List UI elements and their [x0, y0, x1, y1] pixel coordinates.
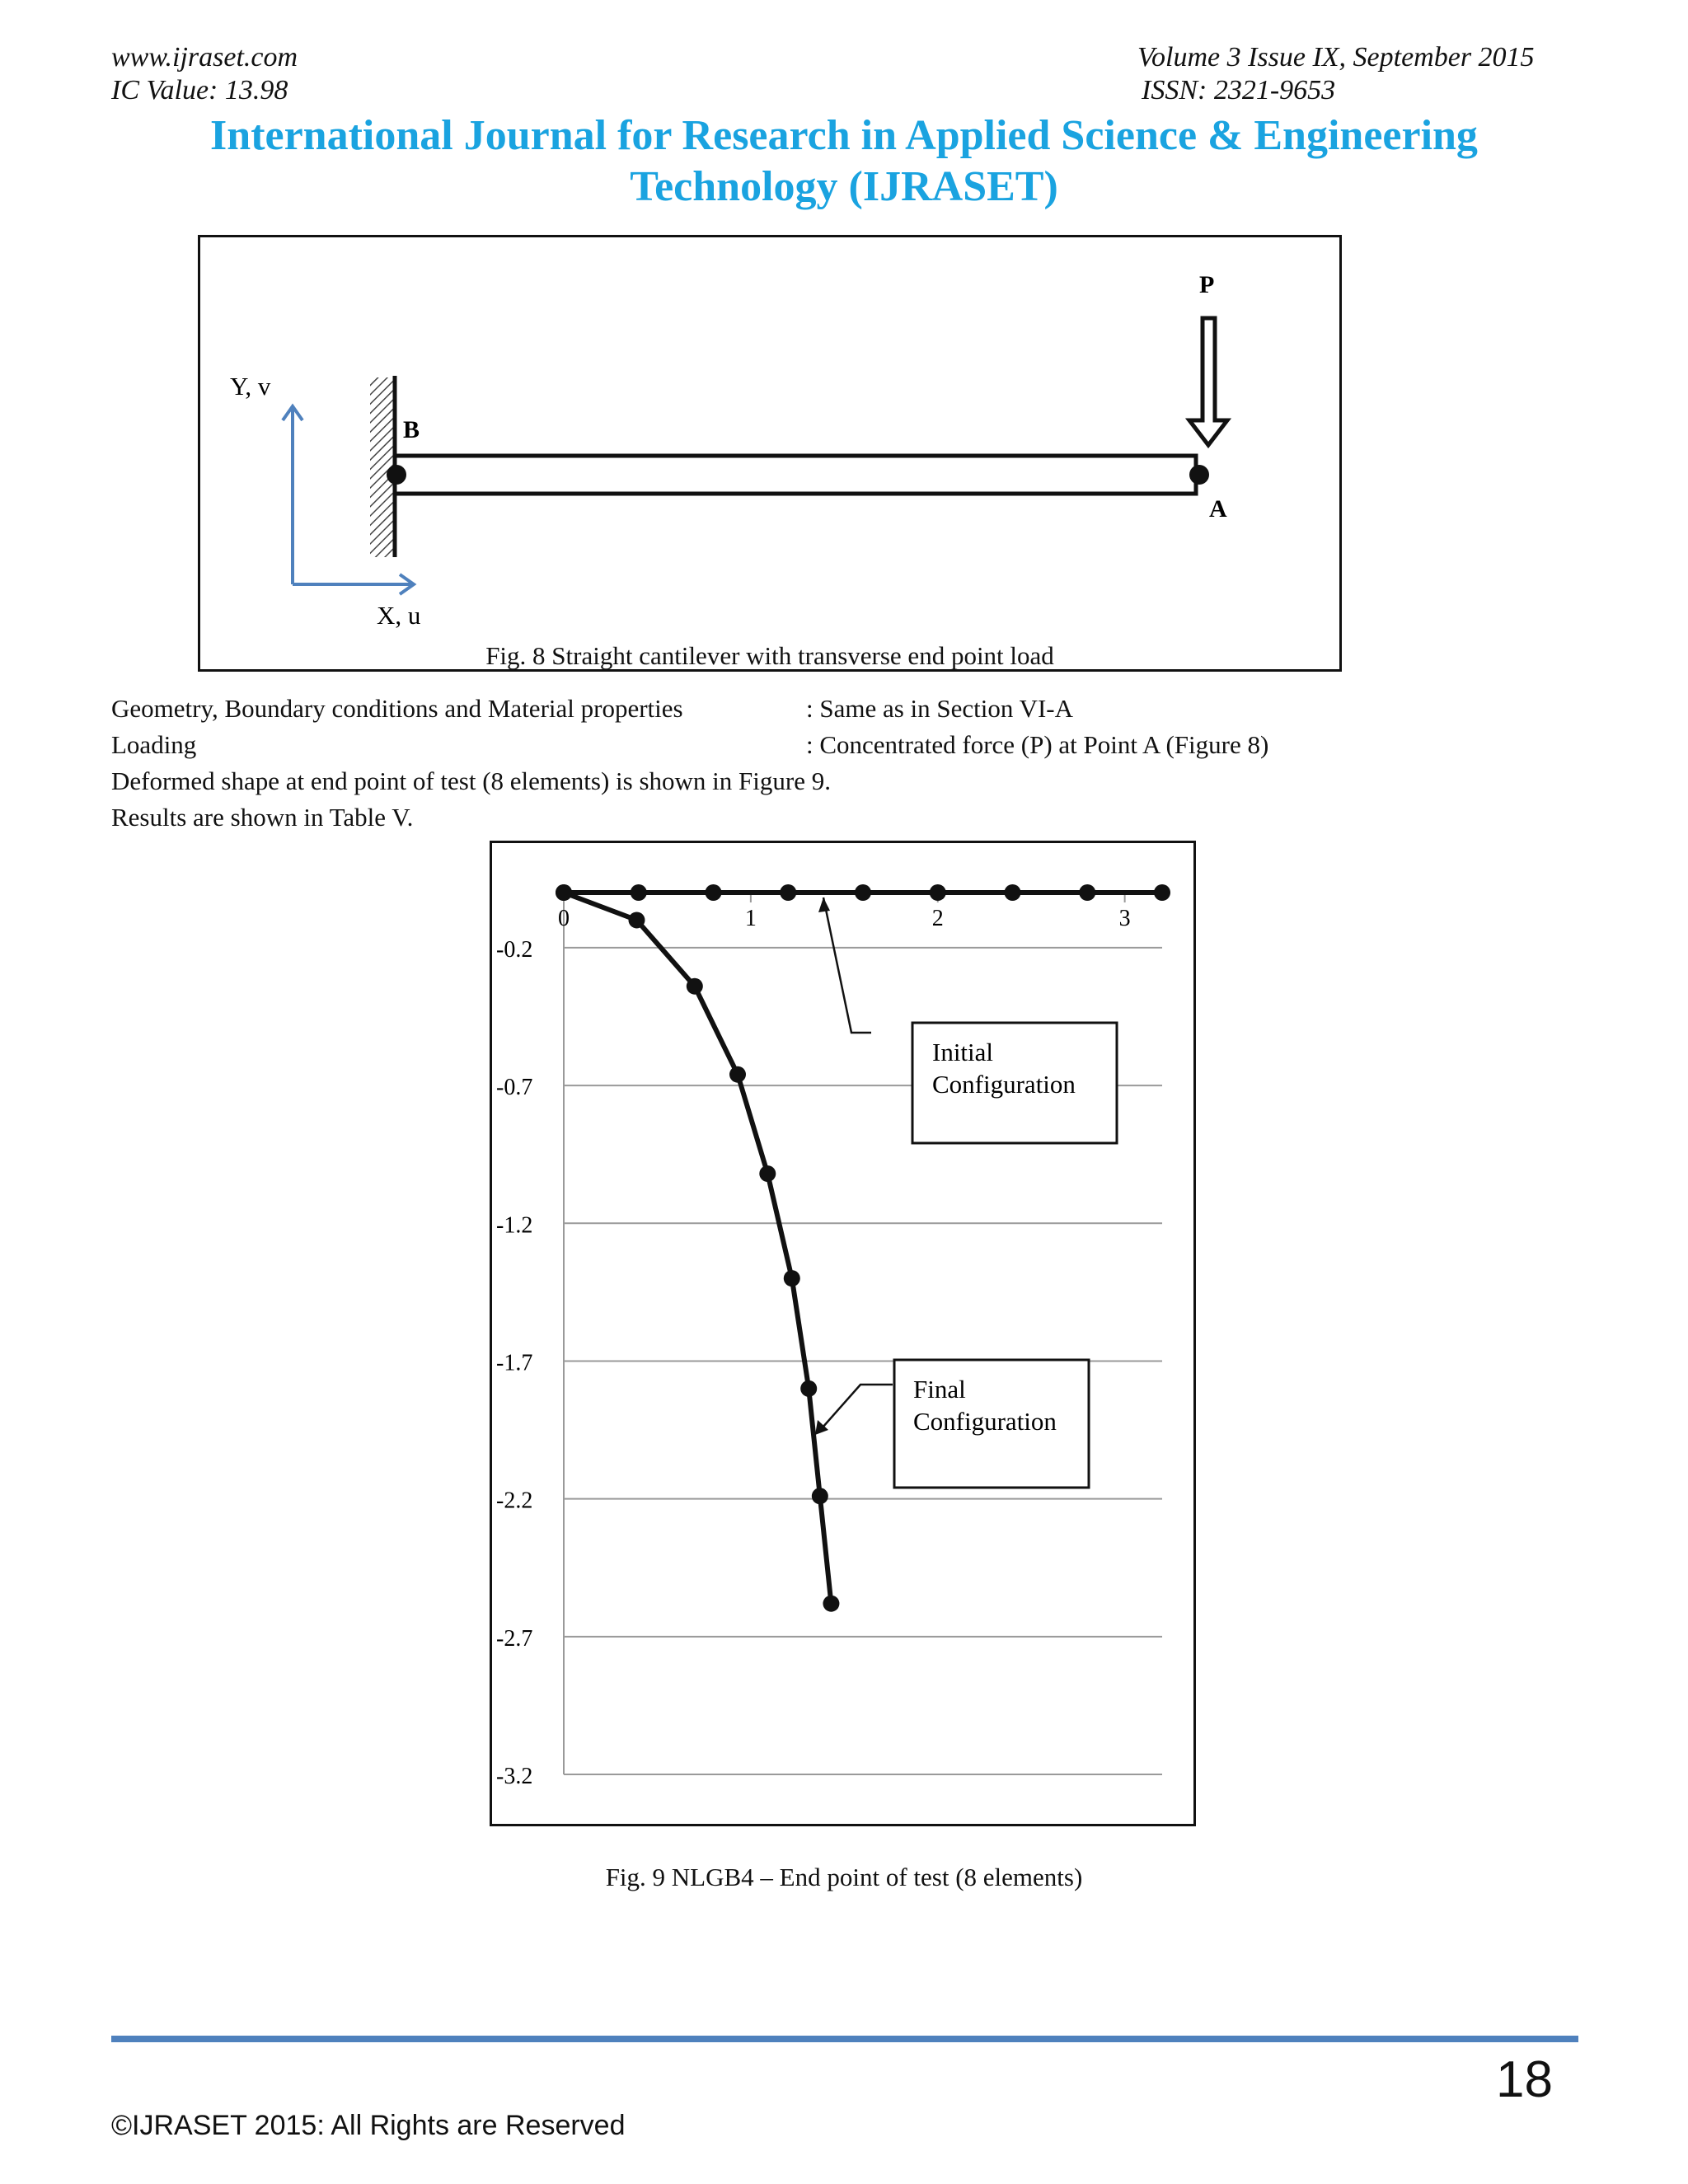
cantilever-diagram: [200, 237, 1339, 669]
journal-title-line2: Technology (IJRASET): [630, 163, 1058, 210]
initial-label-line2: Configuration: [932, 1070, 1076, 1099]
copyright-text: ©IJRASET 2015: All Rights are Reserved: [111, 2110, 626, 2141]
data-point: [631, 884, 647, 901]
data-point: [729, 1066, 746, 1083]
point-a-label: A: [1209, 495, 1227, 523]
data-point: [628, 912, 645, 928]
figure-8-caption: Fig. 8 Straight cantilever with transverse end point load: [485, 641, 1054, 670]
figure-9-frame: [490, 841, 1196, 1826]
initial-callout-arrowhead-icon: [818, 898, 830, 912]
loading-value: : Concentrated force (P) at Point A (Figure 8): [806, 730, 1269, 759]
point-b-label: B: [403, 416, 420, 443]
data-point: [812, 1488, 828, 1504]
series-layer: [556, 884, 1170, 1612]
y-tick-label: -0.2: [496, 936, 533, 963]
data-point: [1154, 884, 1170, 901]
load-arrow-icon: [1189, 318, 1227, 445]
y-axis-label: Y, v: [230, 372, 271, 401]
page-number: 18: [1496, 2051, 1553, 2108]
data-point: [930, 884, 946, 901]
figure-8-frame: [198, 235, 1342, 672]
series-line-1: [564, 893, 831, 1604]
ic-value-text: IC Value: 13.98: [111, 75, 288, 105]
data-point: [1079, 884, 1095, 901]
x-axis-label: X, u: [377, 601, 421, 630]
data-point: [784, 1270, 800, 1286]
data-point: [1005, 884, 1021, 901]
y-tick-label: -1.2: [496, 1212, 533, 1239]
volume-text: Volume 3 Issue IX, September 2015: [1137, 42, 1535, 73]
point-b-node: [387, 465, 406, 485]
issn-text: ISSN: 2321-9653: [1142, 75, 1336, 105]
x-tick-label: 0: [558, 906, 570, 931]
deformed-shape-chart: [492, 843, 1193, 1824]
point-a-node: [1189, 465, 1209, 485]
final-label-line2: Configuration: [913, 1407, 1057, 1436]
data-point: [855, 884, 871, 901]
loading-label: Loading: [111, 730, 197, 759]
data-point: [800, 1380, 817, 1397]
journal-title-line1: International Journal for Research in Applied Science & Engineering: [210, 112, 1478, 159]
final-callout-line: [823, 1385, 893, 1427]
y-tick-label: -2.7: [496, 1625, 533, 1652]
y-tick-label: -1.7: [496, 1350, 533, 1376]
deformed-shape-text: Deformed shape at end point of test (8 elements) is shown in Figure 9.: [111, 766, 831, 795]
data-point: [687, 978, 703, 995]
initial-label-line1: Initial: [932, 1038, 994, 1066]
initial-callout-line: [823, 898, 871, 1033]
beam: [395, 456, 1196, 494]
data-point: [823, 1596, 839, 1612]
final-label-line1: Final: [913, 1375, 966, 1404]
data-point: [706, 884, 722, 901]
wall-hatch: [370, 377, 393, 557]
y-tick-label: -3.2: [496, 1764, 533, 1789]
x-tick-label: 2: [931, 906, 944, 931]
data-point: [759, 1165, 776, 1182]
x-tick-label: 3: [1118, 906, 1131, 931]
x-tick-label: 1: [744, 906, 757, 931]
header-left: [111, 41, 298, 107]
y-tick-label: -0.7: [496, 1075, 533, 1101]
geometry-value: : Same as in Section VI-A: [806, 694, 1074, 723]
header-right: [1137, 41, 1535, 107]
website-text: www.ijraset.com: [111, 42, 298, 73]
data-point: [556, 884, 572, 901]
footer-divider: [111, 2036, 1578, 2042]
geometry-label: Geometry, Boundary conditions and Material properties: [111, 694, 683, 723]
journal-title: [0, 110, 1688, 213]
data-point: [780, 884, 796, 901]
figure-9-caption: Fig. 9 NLGB4 – End point of test (8 elements): [605, 1863, 1083, 1891]
y-tick-label: -2.2: [496, 1488, 533, 1514]
results-text: Results are shown in Table V.: [111, 803, 414, 832]
load-label: P: [1199, 271, 1215, 298]
